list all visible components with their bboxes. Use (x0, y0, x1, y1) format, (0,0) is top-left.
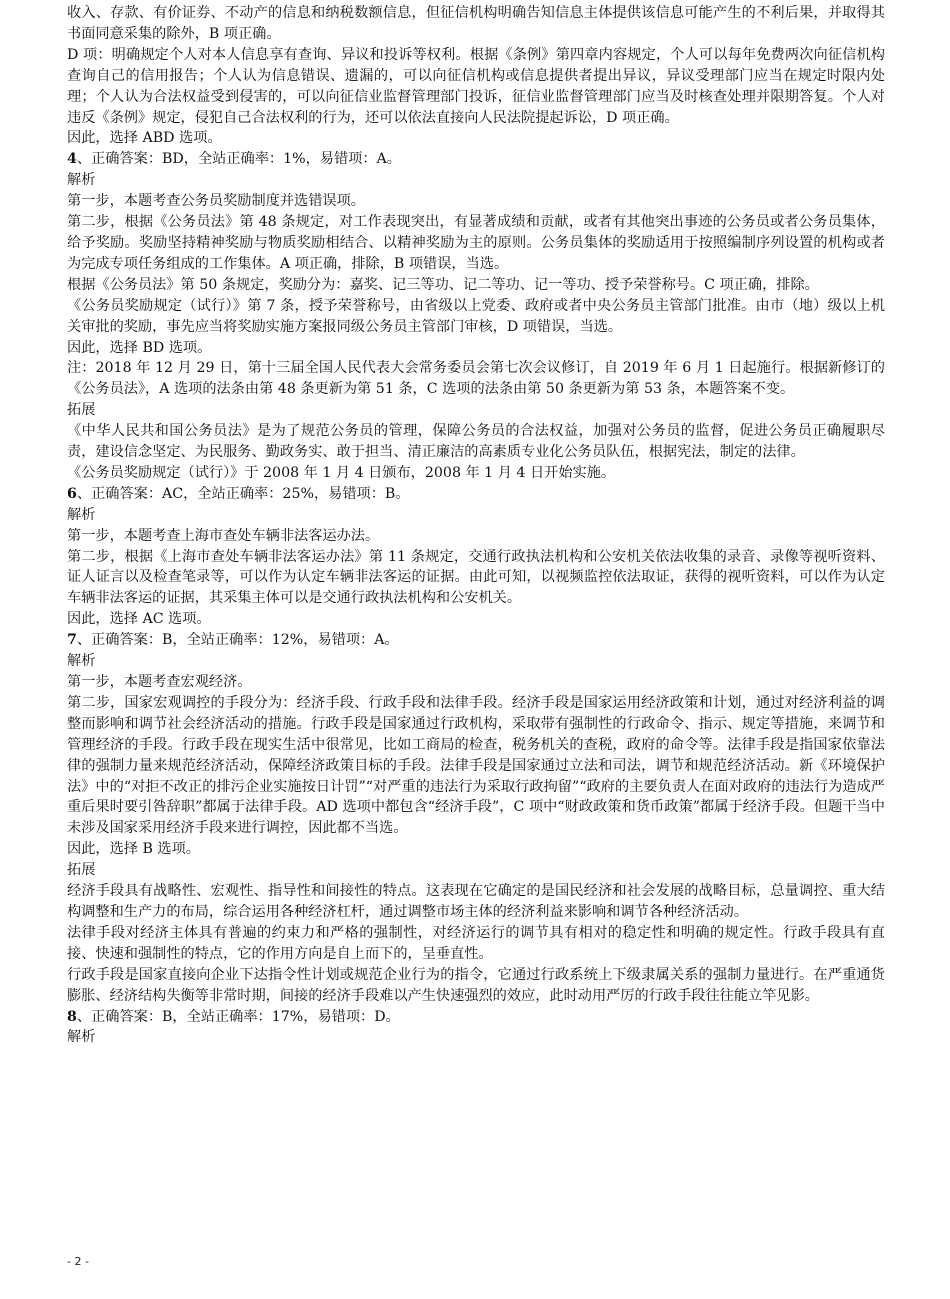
section-label-analysis: 解析 (67, 653, 96, 670)
question-number: 6 (67, 485, 77, 502)
section-label-analysis: 解析 (67, 506, 96, 523)
question-number: 8 (67, 1008, 77, 1025)
question-8-header (67, 1007, 885, 1028)
paragraph: 根据《公务员法》第 50 条规定，奖励分为：嘉奖、记三等功、记二等功、记一等功、授予荣誉称号。C 项正确，排除。 (67, 276, 819, 293)
paragraph: 因此，选择 ABD 选项。 (67, 130, 222, 147)
paragraph: 法律手段对经济主体具有普遍的约束力和严格的强制性，对经济运行的调节具有相对的稳定性和明确的规定性。行政手段具有直接、快速和强制性的特点，它的作用方向是自上而下的，呈垂直性。 (67, 924, 885, 962)
section-label-extension: 拓展 (67, 862, 96, 879)
question-number: 4 (67, 151, 77, 168)
section-label-analysis: 解析 (67, 1029, 96, 1046)
answer-summary: 、正确答案：B，全站正确率：12%，易错项：A。 (76, 632, 399, 649)
question-6-header (67, 484, 885, 505)
paragraph: 第二步，根据《公务员法》第 48 条规定，对工作表现突出，有显著成绩和贡献，或者有其他突出事迹的公务员或者公务员集体，给予奖励。奖励坚持精神奖励与物质奖励相结合、以精神奖励为主的原则。公务员集体的奖励适用于按照编制序列设置的机构或者为完成专项任务组成的工作集体。A 项正确，排除，B 项错误，当选。 (67, 214, 885, 272)
paragraph: 第二步，根据《上海市查处车辆非法客运办法》第 11 条规定，交通行政执法机构和公安机关依法收集的录音、录像等视听资料、证人证言以及检查笔录等，可以作为认定车辆非法客运的证据。由此可知，以视频监控依法取证，获得的视听资料，可以作为认定车辆非法客运的证据，其采集主体可以是交通行政执法机构和公安机关。 (67, 548, 885, 607)
paragraph: 经济手段具有战略性、宏观性、指导性和间接性的特点。这表现在它确定的是国民经济和社会发展的战略目标，总量调控、重大结构调整和生产力的布局，综合运用各种经济杠杆，通过调整市场主体的经济利益来影响和调节各种经济活动。 (67, 883, 885, 920)
paragraph: 因此，选择 BD 选项。 (67, 339, 212, 356)
question-7-header (67, 630, 885, 651)
paragraph: 第二步，国家宏观调控的手段分为：经济手段、行政手段和法律手段。经济手段是国家运用经济政策和计划，通过对经济利益的调整而影响和调节社会经济活动的措施。行政手段是国家通过行政机构，采取带有强制性的行政命令、指示、规定等措施，来调节和管理经济的手段。行政手段在现实生活中很常见，比如工商局的检查，税务机关的查税，政府的命令等。法律手段是指国家依靠法律的强制力量来规范经济活动，保障经济政策目标的手段。法律手段是国家通过立法和司法，调节和规范经济活动。新《环境保护法》中的“对拒不改正的排污企业实施按日计罚”“对严重的违法行为采取行政拘留”“政府的主要负责人在面对政府的违法行为造成严重后果时要引咎辞职”都属于法律手段。AD 选项中都包含“经济手段”，C 项中“财政政策和货币政策”都属于经济手段。但题干当中未涉及国家采用经济手段来进行调控，因此都不当选。 (67, 694, 885, 837)
answer-summary: 、正确答案：B，全站正确率：17%，易错项：D。 (76, 1008, 400, 1025)
paragraph: 《中华人民共和国公务员法》是为了规范公务员的管理，保障公务员的合法权益，加强对公务员的监督，促进公务员正确履职尽责，建设信念坚定、为民服务、勤政务实、敢于担当、清正廉洁的高素质专业化公务员队伍，根据宪法，制定的法律。 (67, 423, 885, 461)
paragraph: 行政手段是国家直接向企业下达指令性计划或规范企业行为的指令，它通过行政系统上下级隶属关系的强制力量进行。在严重通货膨胀、经济结构失衡等非常时期，间接的经济手段难以产生快速强烈的效应，此时动用严厉的行政手段往往能立竿见影。 (67, 966, 885, 1004)
note-paragraph: 注：2018 年 12 月 29 日，第十三届全国人民代表大会常务委员会第七次会议修订，自 2019 年 6 月 1 日起施行。根据新修订的《公务员法》，A 选项的法条由第 48 条更新为第 51 条，C 选项的法条由第 50 条更新为第 53 条，本题答案不变。 (67, 360, 885, 398)
page-number: - 2 - (67, 1255, 89, 1268)
section-label-extension: 拓展 (67, 402, 96, 419)
question-number: 7 (67, 632, 77, 649)
paragraph: 第一步，本题考查宏观经济。 (67, 674, 252, 690)
answer-summary: 、正确答案：AC，全站正确率：25%，易错项：B。 (76, 485, 410, 502)
section-label-analysis: 解析 (67, 172, 96, 189)
paragraph: 《公务员奖励规定（试行）》于 2008 年 1 月 4 日颁布，2008 年 1 月 4 日开始实施。 (67, 464, 616, 481)
paragraph: 收入、存款、有价证券、不动产的信息和纳税数额信息，但征信机构明确告知信息主体提供该信息可能产生的不利后果，并取得其书面同意采集的除外，B 项正确。 (67, 5, 885, 42)
paragraph: 因此，选择 B 选项。 (67, 841, 200, 858)
document-body (67, 3, 885, 1048)
answer-summary: 、正确答案：BD，全站正确率：1%，易错项：A。 (76, 151, 401, 168)
question-4-header (67, 149, 885, 170)
paragraph: D 项：明确规定个人对本人信息享有查询、异议和投诉等权利。根据《条例》第四章内容规定，个人可以每年免费两次向征信机构查询自己的信用报告；个人认为信息错误、遗漏的，可以向征信机构或信息提供者提出异议，异议受理部门应当在规定时限内处理；个人认为合法权益受到侵害的，可以向征信业监督管理部门投诉，征信业监督管理部门应当及时核查处理并限期答复。个人对违反《条例》规定，侵犯自己合法权利的行为，还可以依法直接向人民法院提起诉讼，D 项正确。 (67, 46, 885, 126)
paragraph: 《公务员奖励规定（试行）》第 7 条，授予荣誉称号，由省级以上党委、政府或者中央公务员主管部门批准。由市（地）级以上机关审批的奖励，事先应当将奖励实施方案报同级公务员主管部门审核，D 项错误，当选。 (67, 297, 885, 335)
paragraph: 第一步，本题考查公务员奖励制度并选错误项。 (67, 193, 365, 210)
paragraph: 第一步，本题考查上海市查处车辆非法客运办法。 (67, 527, 380, 544)
paragraph: 因此，选择 AC 选项。 (67, 611, 211, 628)
